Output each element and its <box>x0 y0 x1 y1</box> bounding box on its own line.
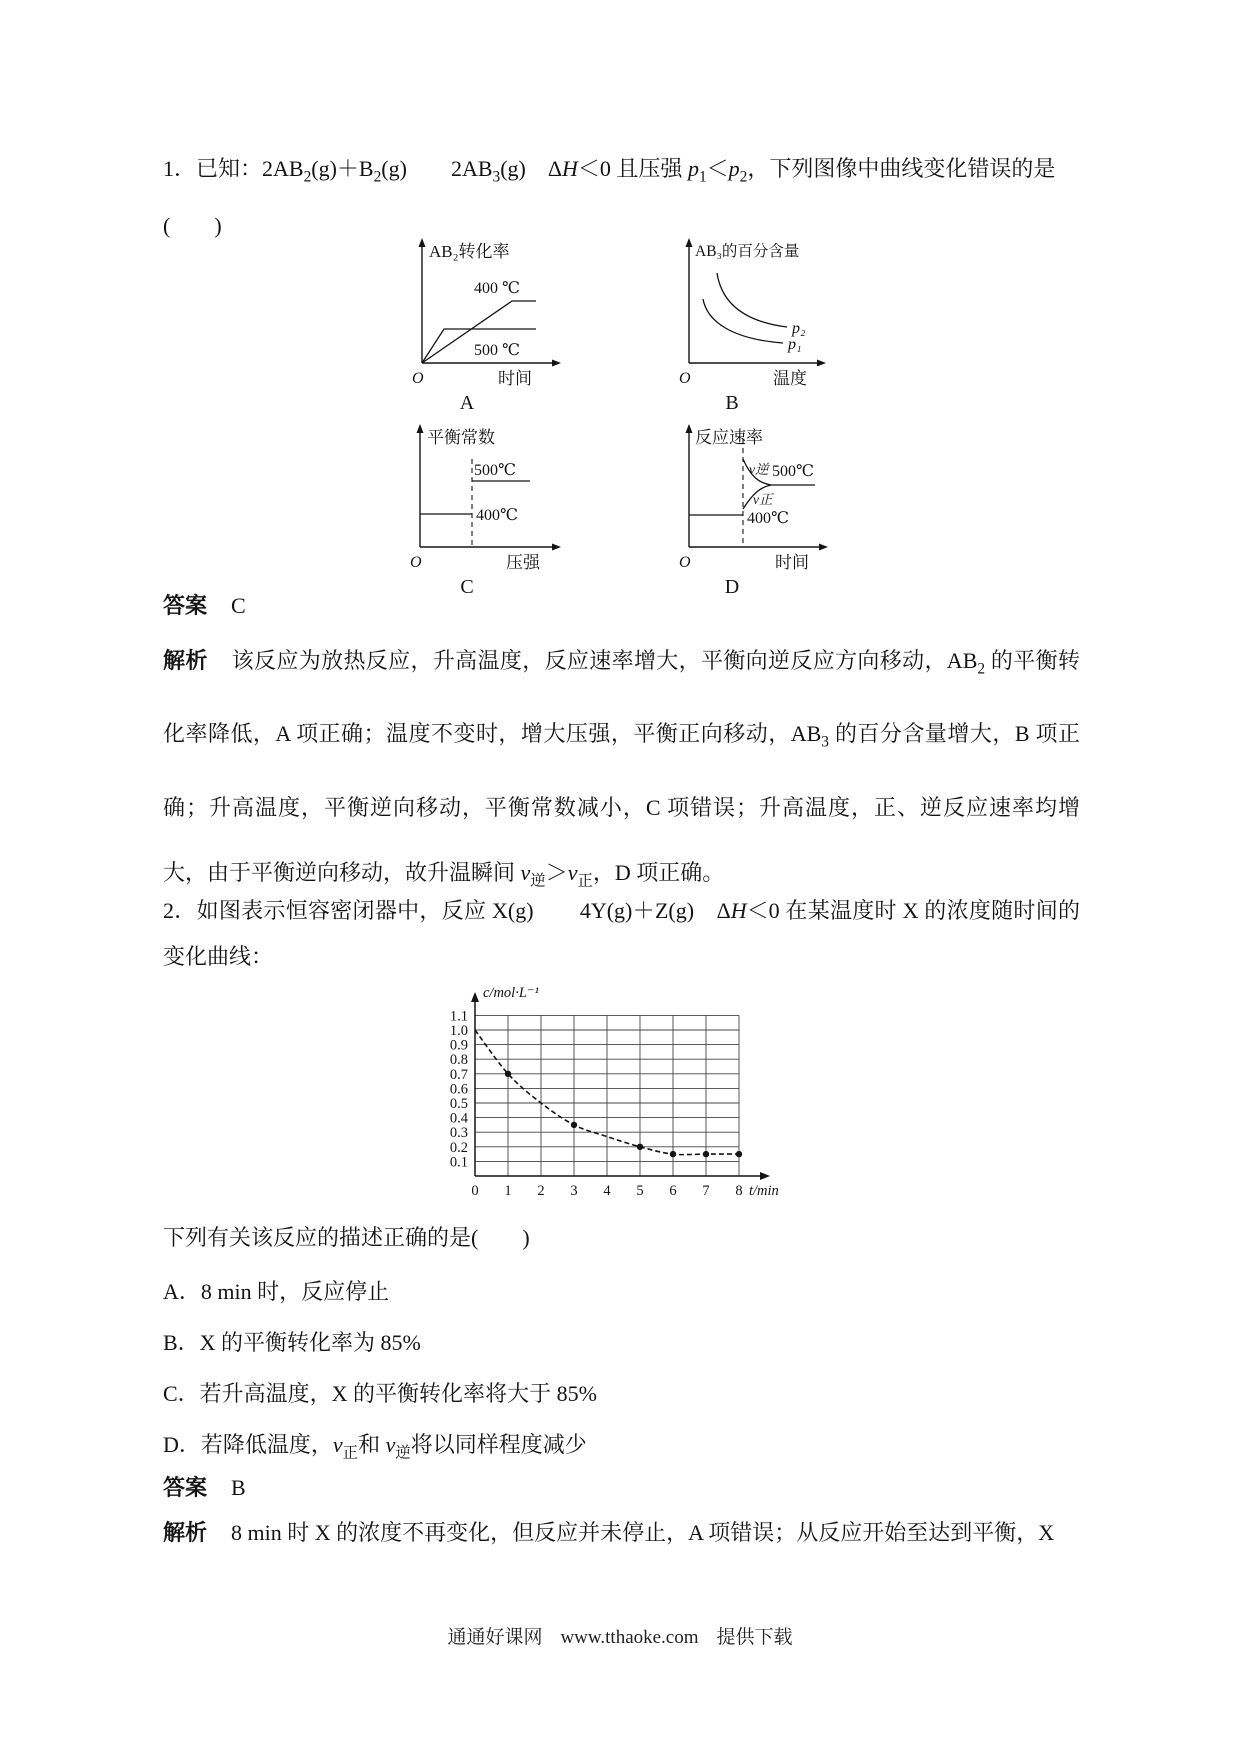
graph-a-letter: A <box>459 392 475 414</box>
graph-d-label-500: 500℃ <box>772 463 814 480</box>
graph-c-label-400: 400℃ <box>476 507 518 524</box>
svg-text:2: 2 <box>537 1183 545 1199</box>
graphs-row-2 <box>372 417 852 601</box>
concentration-time-chart <box>412 978 822 1213</box>
graph-c-label-500: 500℃ <box>474 462 516 479</box>
graphs-row-1 <box>372 233 852 417</box>
graph-c-origin: O <box>410 554 422 571</box>
option-c: C．若升高温度，X 的平衡转化率将大于 85% <box>163 1381 597 1406</box>
graph-b-label-p1: p₁ <box>788 336 802 353</box>
graph-a-ylabel: AB₂转化率 <box>429 242 510 261</box>
graph-d-xaxis-arrow-icon <box>819 544 828 551</box>
svg-text:0: 0 <box>471 1183 479 1199</box>
analysis-label: 解析 <box>163 1520 208 1545</box>
answer-label: 答案 <box>163 593 208 618</box>
answer-value: B <box>231 1475 246 1500</box>
graph-b-curve-p2 <box>717 273 787 327</box>
graph-a-yaxis-arrow-icon <box>419 238 426 247</box>
analysis-text: 该反应为放热反应，升高温度，反应速率增大，平衡向逆反应方向移动，$AB_2$ 的平衡转化率降低，A 项正确；温度不变时，增大压强，平衡正向移动，$AB_3$ 的百分含量增大，B 项正确；升高温度，平衡逆向移动，平衡常数减小，C 项错误；升高温度，正、逆反应速率均增大，由于平衡逆向移动，故升温瞬间 $v_逆>v_正$，D 项正确。 <box>163 648 1080 890</box>
graph-c-yaxis-arrow-icon <box>417 424 424 433</box>
graph-d-label-v-forward: v正 <box>753 492 773 507</box>
question-2-stem: 2．如图表示恒容密闭器中，反应 X(g) 4Y(g)＋Z(g) ΔH＜0 在某温度时 X 的浓度随时间的变化曲线： <box>163 898 1080 969</box>
graph-a <box>372 233 567 391</box>
graph-d-ylabel: 反应速率 <box>695 428 763 447</box>
answer-value: C <box>231 593 246 618</box>
svg-text:c/mol·L⁻¹: c/mol·L⁻¹ <box>483 985 539 1001</box>
footer-suffix: 提供下载 <box>716 1627 793 1648</box>
question-1-answer-bracket: ( ) <box>163 213 222 238</box>
graph-a-origin: O <box>412 370 424 387</box>
option-b: B．X 的平衡转化率为 85% <box>163 1330 421 1355</box>
footer-url: www.tthaoke.com <box>560 1627 699 1648</box>
analysis-label: 解析 <box>163 648 208 673</box>
concentration-time-chart-svg <box>412 978 822 1208</box>
svg-text:5: 5 <box>636 1183 644 1199</box>
graph-d-letter: D <box>724 576 740 598</box>
svg-text:0.1: 0.1 <box>449 1154 468 1171</box>
graph-d-panel <box>637 417 827 601</box>
svg-text:1.0: 1.0 <box>449 1023 468 1039</box>
graph-d-label-v-reverse: v逆 <box>749 462 769 477</box>
graph-c <box>372 417 567 575</box>
graph-d-xlabel: 时间 <box>775 553 809 572</box>
svg-text:0.8: 0.8 <box>449 1052 468 1069</box>
answer-label: 答案 <box>163 1475 208 1500</box>
svg-text:1: 1 <box>504 1183 512 1199</box>
graph-a-xlabel: 时间 <box>498 369 532 388</box>
footer-site-name: 通通好课网 <box>447 1627 543 1648</box>
page-footer <box>0 1622 1240 1649</box>
svg-text:0.4: 0.4 <box>449 1110 468 1127</box>
svg-text:0.9: 0.9 <box>449 1037 468 1054</box>
graph-b-label-p2: p₂ <box>792 320 806 337</box>
graph-d <box>637 417 832 575</box>
graph-b-origin: O <box>679 370 691 387</box>
svg-text:0.5: 0.5 <box>449 1096 468 1112</box>
svg-text:7: 7 <box>702 1183 710 1199</box>
graph-b-ylabel: AB₃的百分含量 <box>695 243 800 260</box>
graph-b-panel <box>637 233 827 417</box>
graph-d-origin: O <box>679 554 691 571</box>
question-1-answer <box>163 582 1080 630</box>
graph-a-label-500: 500 ℃ <box>474 342 520 359</box>
svg-text:6: 6 <box>669 1183 677 1199</box>
graph-b-curve-p1 <box>703 299 783 343</box>
svg-text:1.1: 1.1 <box>449 1008 468 1025</box>
svg-text:t/min: t/min <box>749 1183 779 1199</box>
graph-a-xaxis-arrow-icon <box>552 360 561 367</box>
option-d: D．若降低温度，$v_正$和 $v_逆$将以同样程度减少 <box>163 1432 587 1462</box>
option-a: A．8 min 时，反应停止 <box>163 1279 390 1304</box>
svg-text:0.2: 0.2 <box>449 1139 468 1156</box>
graph-c-xaxis-arrow-icon <box>552 544 561 551</box>
question-2-analysis <box>163 1500 1080 1565</box>
graph-a-panel <box>372 233 562 417</box>
graph-d-yaxis-arrow-icon <box>686 424 693 433</box>
question-1-analysis <box>163 628 1080 913</box>
graph-a-label-400: 400 ℃ <box>474 280 520 297</box>
question-1-graphs <box>372 233 852 601</box>
svg-text:8: 8 <box>735 1183 743 1199</box>
graph-b-xaxis-arrow-icon <box>817 360 826 367</box>
graph-c-letter: C <box>460 576 474 598</box>
graph-d-label-400: 400℃ <box>747 510 789 527</box>
graph-c-ylabel: 平衡常数 <box>427 428 495 447</box>
svg-text:0.6: 0.6 <box>449 1081 468 1098</box>
question-1-stem: 1．已知：$2AB_2(g)+B_2(g)$ $2AB_3(g)$ ΔH＜0 且压强 $p_1<p_2$，下列图像中曲线变化错误的是 <box>163 156 1056 186</box>
graph-b <box>637 233 832 391</box>
svg-text:3: 3 <box>570 1183 578 1199</box>
graph-c-xlabel: 压强 <box>506 553 540 572</box>
analysis-text: 8 min 时 X 的浓度不再变化，但反应并未停止，A 项错误；从反应开始至达到平衡，X <box>231 1520 1055 1545</box>
svg-text:0.7: 0.7 <box>449 1066 468 1083</box>
svg-text:0.3: 0.3 <box>449 1125 468 1142</box>
graph-b-letter: B <box>725 392 739 414</box>
graph-c-panel <box>372 417 562 601</box>
svg-text:4: 4 <box>603 1183 611 1199</box>
question-2-lead: 下列有关该反应的描述正确的是( ) <box>163 1225 530 1250</box>
graph-b-xlabel: 温度 <box>773 369 807 388</box>
graph-b-yaxis-arrow-icon <box>686 238 693 247</box>
question-2-options <box>163 1266 1080 1478</box>
